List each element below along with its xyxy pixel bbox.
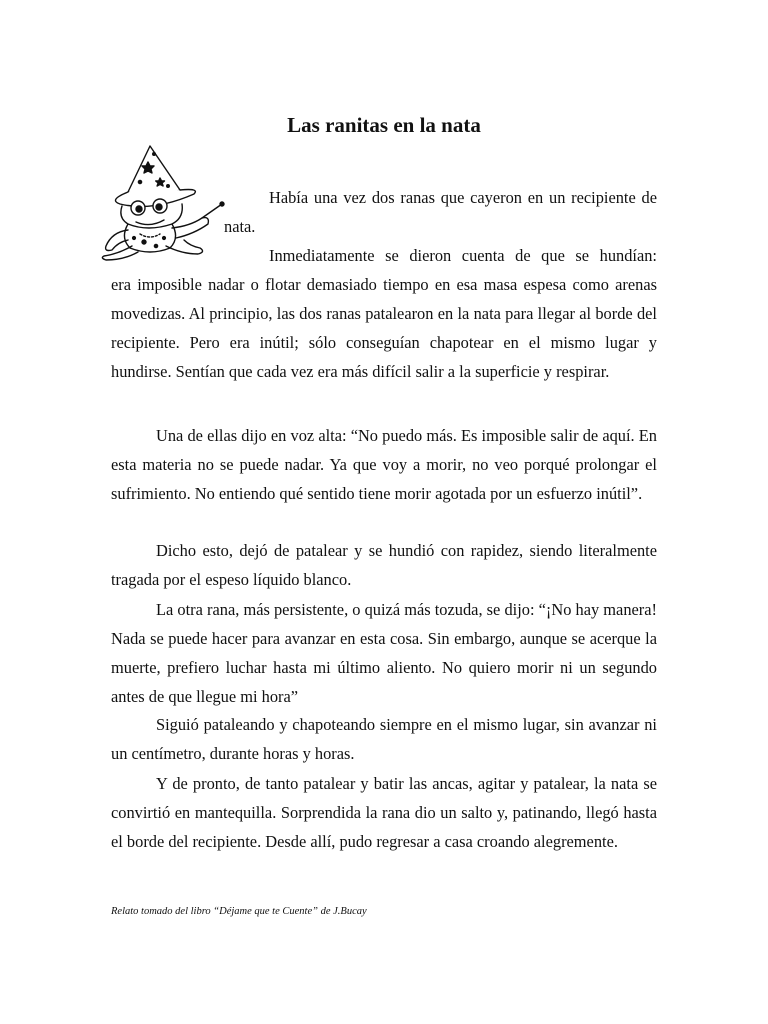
- paragraph-1: Había una vez dos ranas que cayeron en un recipiente de nata.: [224, 188, 657, 236]
- paragraph-4: Dicho esto, dejó de patalear y se hundió con rapidez, siendo literalmente tragada por el espeso líquido blanco.: [111, 541, 657, 589]
- paragraph-2-first-line: Inmediatamente se dieron cuenta de que se hundían:: [269, 246, 657, 265]
- paragraph-2: era imposible nadar o flotar demasiado tiempo en esa masa espesa como arenas movedizas. Al principio, las dos ranas patalearon en la nata para llegar al borde del recipiente. Pero era inútil; sólo conseguían chapotear en el mismo lugar y hundirse. Sentían que cada vez era más difícil salir a la superficie y respirar.: [111, 275, 657, 381]
- paragraph-7: Y de pronto, de tanto patalear y batir las ancas, agitar y patalear, la nata se convirtió en mantequilla. Sorprendida la rana dio un salto y, patinando, llegó hasta el borde del recipiente. Desde allí, pudo regresar a casa croando alegremente.: [111, 774, 657, 851]
- paragraph-3: Una de ellas dijo en voz alta: “No puedo más. Es imposible salir de aquí. En esta materia no se puede nadar. Ya que voy a morir, no veo porqué prolongar el sufrimiento. No entiendo qué sentido tiene morir agotada por un esfuerzo inútil”.: [111, 426, 657, 503]
- paragraph-6: Siguió pataleando y chapoteando siempre en el mismo lugar, sin avanzar ni un centímetro, durante horas y horas.: [111, 715, 657, 763]
- paragraph-5: La otra rana, más persistente, o quizá más tozuda, se dijo: “¡No hay manera! Nada se puede hacer para avanzar en esta cosa. Sin embargo, aunque se acerque la muerte, prefiero luchar hasta mi último aliento. No quiero morir ni un segundo antes de que llegue mi hora”: [111, 600, 657, 706]
- document-title: Las ranitas en la nata: [287, 113, 481, 137]
- frog-wizard-icon: [98, 142, 226, 262]
- source-note: Relato tomado del libro “Déjame que te Cuente” de J.Bucay: [111, 906, 367, 917]
